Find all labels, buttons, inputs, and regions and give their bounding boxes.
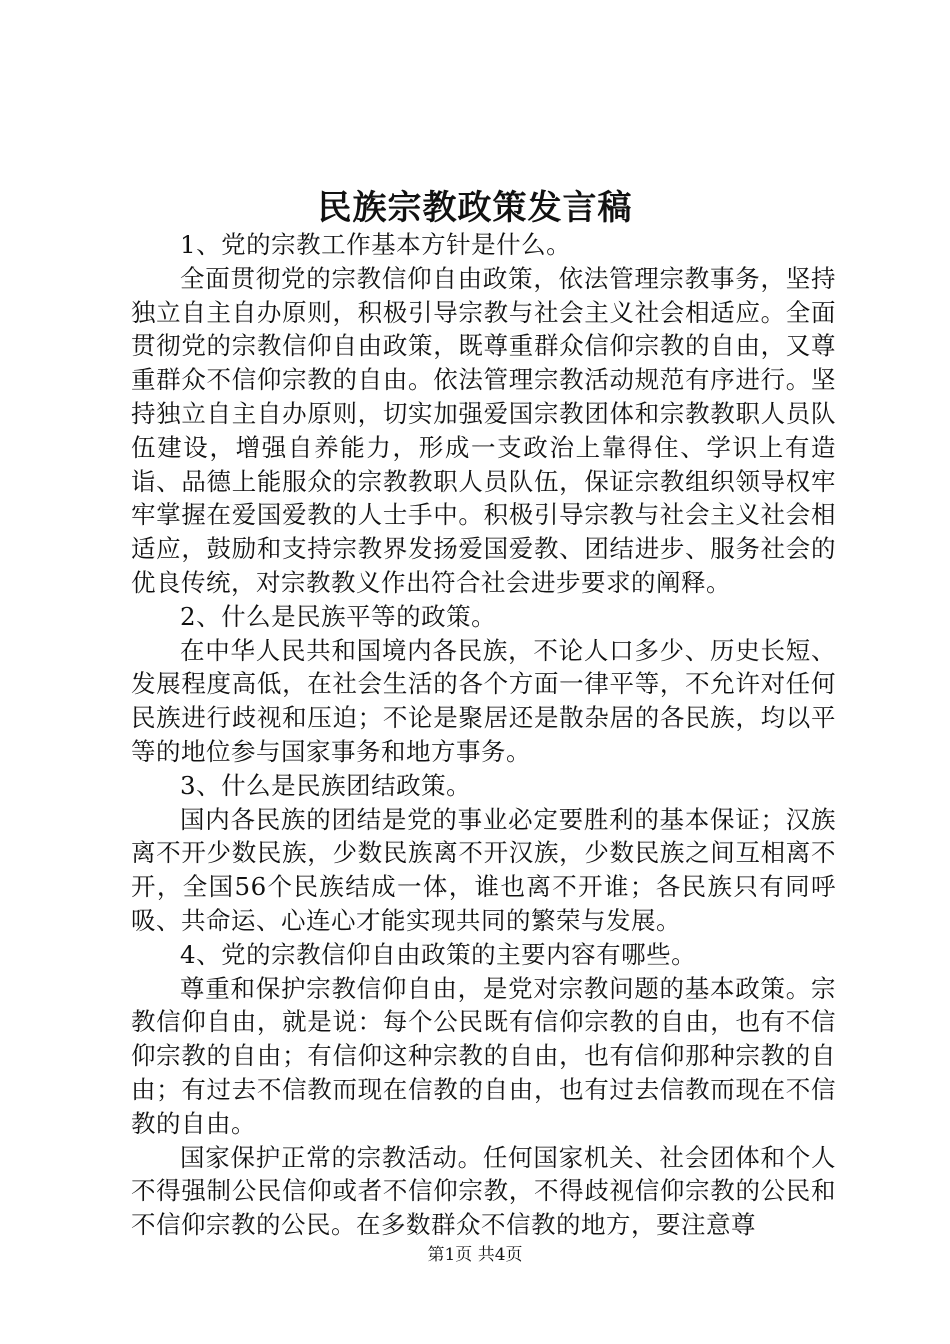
document-title: 民族宗教政策发言稿 <box>317 188 633 228</box>
question-heading: 2、什么是民族平等的政策。 <box>180 601 497 631</box>
answer-paragraph: 全面贯彻党的宗教信仰自由政策，依法管理宗教事务，坚持独立自主自办原则，积极引导宗教与社会主义社会相适应。全面贯彻党的宗教信仰自由政策，既尊重群众信仰宗教的自由，又尊重群众不信仰宗教的自由。依法管理宗教活动规范有序进行。坚持独立自主自办原则，切实加强爱国宗教团体和宗教教职人员队伍建设，增强自养能力，形成一支政治上靠得住、学识上有造诣、品德上能服众的宗教教职人员队伍，保证宗教组织领导权牢牢掌握在爱国爱教的人士手中。积极引导宗教与社会主义社会相适应，鼓励和支持宗教界发扬爱国爱教、团结进步、服务社会的优良传统，对宗教教义作出符合社会进步要求的阐释。 <box>131 263 836 597</box>
page-number-footer: 第1页 共4页 <box>427 1245 523 1265</box>
answer-paragraph: 尊重和保护宗教信仰自由，是党对宗教问题的基本政策。宗教信仰自由，就是说：每个公民既有信仰宗教的自由，也有不信仰宗教的自由；有信仰这种宗教的自由，也有信仰那种宗教的自由；有过去不信教而现在信教的自由，也有过去信教而现在不信教的自由。 <box>131 973 836 1138</box>
answer-paragraph: 在中华人民共和国境内各民族，不论人口多少、历史长短、发展程度高低，在社会生活的各个方面一律平等，不允许对任何民族进行歧视和压迫；不论是聚居还是散杂居的各民族，均以平等的地位参与国家事务和地方事务。 <box>131 635 836 766</box>
question-heading: 3、什么是民族团结政策。 <box>180 770 472 800</box>
answer-paragraph: 国内各民族的团结是党的事业必定要胜利的基本保证；汉族离不开少数民族，少数民族离不开汉族，少数民族之间互相离不开，全国56个民族结成一体，谁也离不开谁；各民族只有同呼吸、共命运、心连心才能实现共同的繁荣与发展。 <box>131 804 836 935</box>
document-body <box>131 228 836 1242</box>
question-heading: 4、党的宗教信仰自由政策的主要内容有哪些。 <box>180 939 697 969</box>
answer-paragraph: 国家保护正常的宗教活动。任何国家机关、社会团体和个人不得强制公民信仰或者不信仰宗教，不得歧视信仰宗教的公民和不信仰宗教的公民。在多数群众不信教的地方，要注意尊 <box>131 1142 836 1240</box>
question-heading: 1、党的宗教工作基本方针是什么。 <box>180 230 572 259</box>
